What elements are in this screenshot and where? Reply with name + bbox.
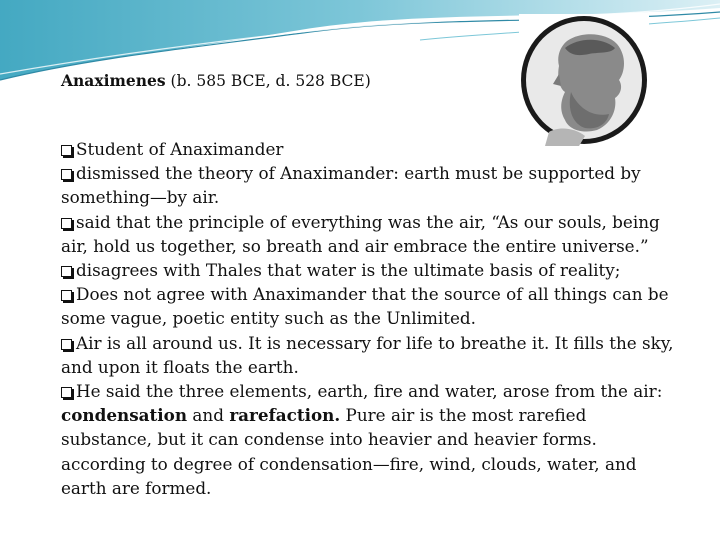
- bullet-item: [61, 258, 679, 282]
- philosopher-name: Anaximenes: [61, 71, 166, 90]
- bullet-item: [61, 137, 679, 161]
- bold-term: condensation: [61, 405, 188, 426]
- bullet-text: Air is all around us. It is necessary for life to breathe it. It fills the sky, and upon it floats the earth.: [61, 332, 674, 377]
- bullet-item: [61, 210, 679, 258]
- bullet-item: [61, 331, 679, 379]
- bold-term: rarefaction.: [229, 405, 341, 426]
- bullet-text: said that the principle of everything was the air, “As our souls, being air, hold us together, so breath and air embrace the entire universe.”: [61, 211, 660, 256]
- bullet-list: [61, 137, 679, 500]
- checkbox-square-icon: [61, 218, 72, 229]
- checkbox-square-icon: [61, 266, 72, 277]
- checkbox-square-icon: [61, 290, 72, 301]
- bullet-text: Does not agree with Anaximander that the source of all things can be some vague, poetic entity such as the Unlimited.: [61, 284, 669, 329]
- bullet-text: and: [187, 405, 230, 426]
- slide-title: [61, 70, 501, 92]
- checkbox-square-icon: [61, 145, 72, 156]
- bullet-text: Pure air is the most rarefied substance, but it can condense into heavier and heavier forms. according to degree of condensation—fire, wind, clouds, water, and earth are formed.: [61, 405, 637, 498]
- bullet-text: dismissed the theory of Anaximander: earth must be supported by something—by air.: [61, 163, 641, 208]
- checkbox-square-icon: [61, 169, 72, 180]
- bullet-text: He said the three elements, earth, fire and water, arose from the air:: [76, 381, 663, 402]
- bullet-item: [61, 379, 679, 500]
- checkbox-square-icon: [61, 339, 72, 350]
- checkbox-square-icon: [61, 387, 72, 398]
- anaximenes-portrait-image: [519, 14, 649, 146]
- bullet-text: disagrees with Thales that water is the ultimate basis of reality;: [76, 260, 621, 281]
- philosopher-dates: (b. 585 BCE, d. 528 BCE): [165, 72, 371, 90]
- bullet-item: [61, 161, 679, 209]
- bullet-item: [61, 282, 679, 330]
- bullet-text: Student of Anaximander: [76, 139, 284, 159]
